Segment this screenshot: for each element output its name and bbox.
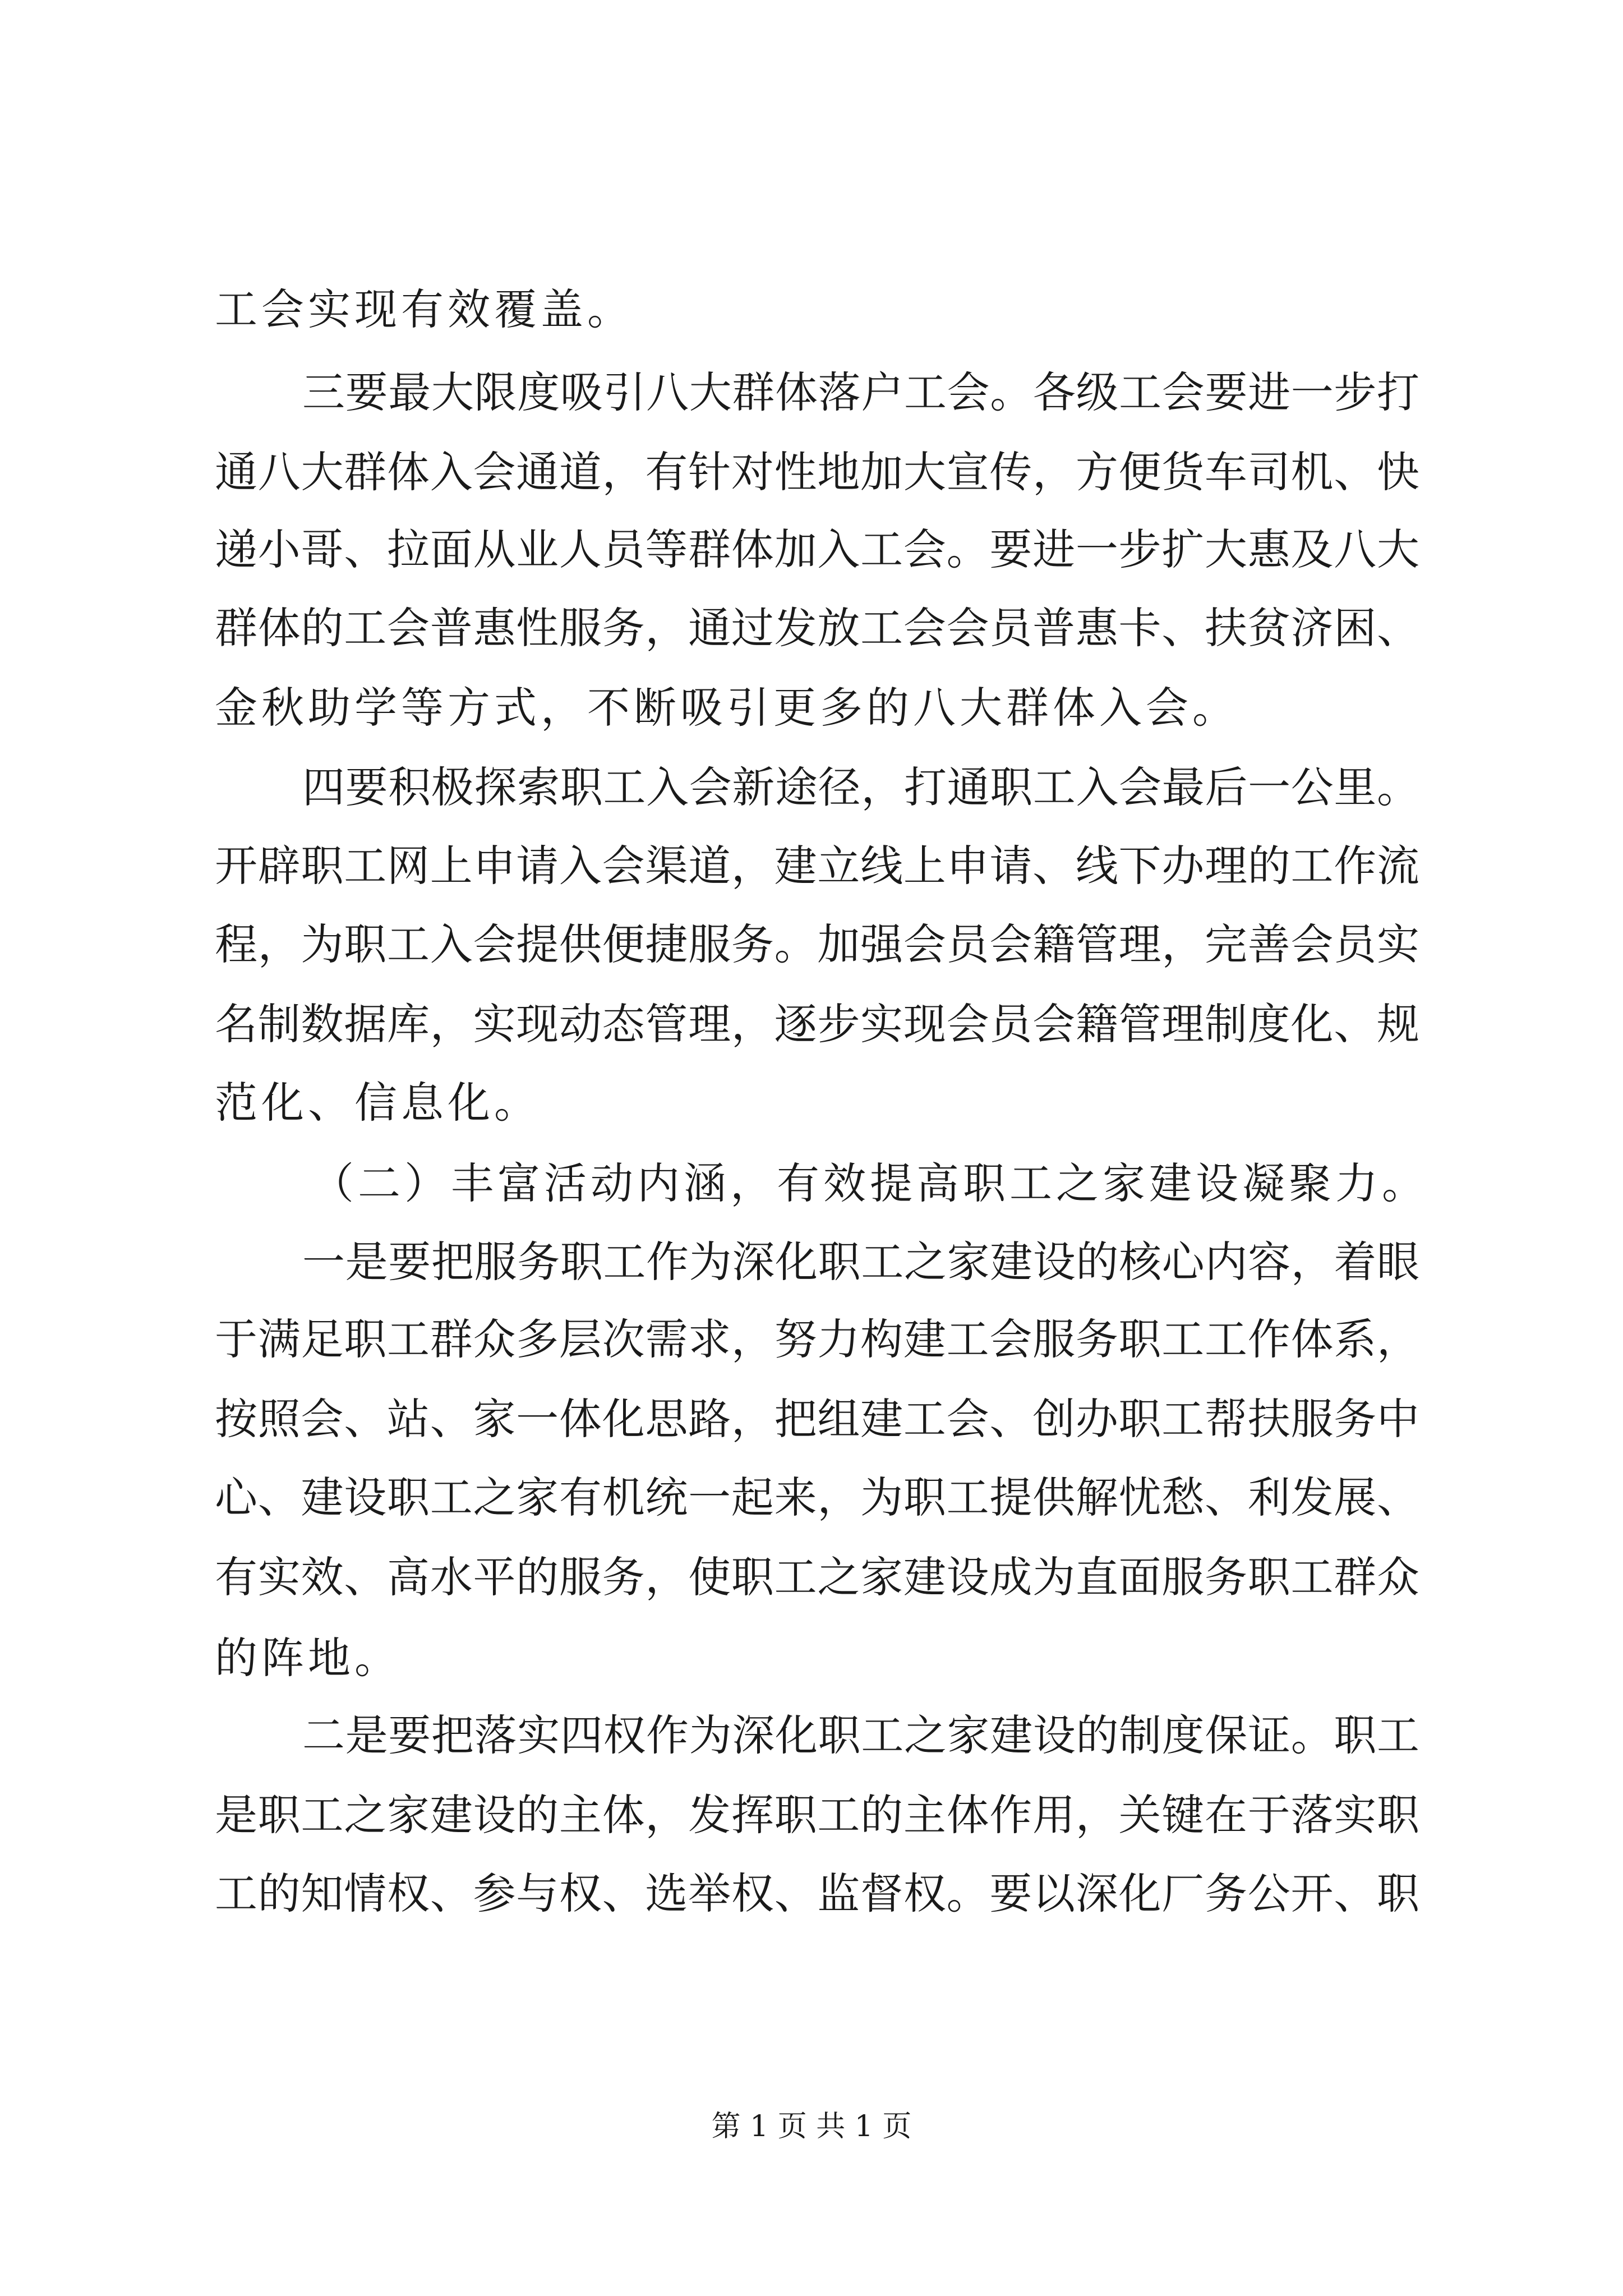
text-line: 范化、信息化。 (215, 1078, 541, 1128)
text-line: 工会实现有效覆盖。 (215, 284, 634, 334)
text-line: 金秋助学等方式，不断吸引更多的八大群体入会。 (215, 683, 1239, 733)
text-line: 工的知情权、参与权、选举权、监督权。要以深化厂务公开、职 (215, 1869, 1419, 1918)
text-line: 程，为职工入会提供便捷服务。加强会员会籍管理，完善会员实 (215, 919, 1419, 969)
text-line: 按照会、站、家一体化思路，把组建工会、创办职工帮扶服务中 (215, 1394, 1419, 1444)
text-line: 心、建设职工之家有机统一起来，为职工提供解忧愁、利发展、 (215, 1473, 1419, 1522)
text-line: 一是要把服务职工作为深化职工之家建设的核心内容，着眼 (302, 1237, 1419, 1287)
page-number-footer: 第 1 页 共 1 页 (711, 2110, 912, 2143)
text-line: 是职工之家建设的主体，发挥职工的主体作用，关键在于落实职 (215, 1790, 1419, 1840)
text-line: 名制数据库，实现动态管理，逐步实现会员会籍管理制度化、规 (215, 999, 1419, 1049)
text-line: 通八大群体入会通道，有针对性地加大宣传，方便货车司机、快 (215, 447, 1419, 497)
text-line: 三要最大限度吸引八大群体落户工会。各级工会要进一步打 (302, 367, 1419, 417)
text-line: 群体的工会普惠性服务，通过发放工会会员普惠卡、扶贫济困、 (215, 603, 1419, 653)
section-heading: （二）丰富活动内涵，有效提高职工之家建设凝聚力。 (311, 1158, 1428, 1208)
text-line: 四要积极探索职工入会新途径，打通职工入会最后一公里。 (302, 762, 1419, 812)
text-line: 二是要把落实四权作为深化职工之家建设的制度保证。职工 (302, 1710, 1419, 1760)
text-line: 递小哥、拉面从业人员等群体加入工会。要进一步扩大惠及八大 (215, 524, 1419, 574)
text-line: 于满足职工群众多层次需求，努力构建工会服务职工工作体系， (215, 1314, 1419, 1364)
text-line: 开辟职工网上申请入会渠道，建立线上申请、线下办理的工作流 (215, 841, 1419, 891)
text-line: 的阵地。 (215, 1633, 401, 1683)
text-line: 有实效、高水平的服务，使职工之家建设成为直面服务职工群众 (215, 1552, 1419, 1602)
